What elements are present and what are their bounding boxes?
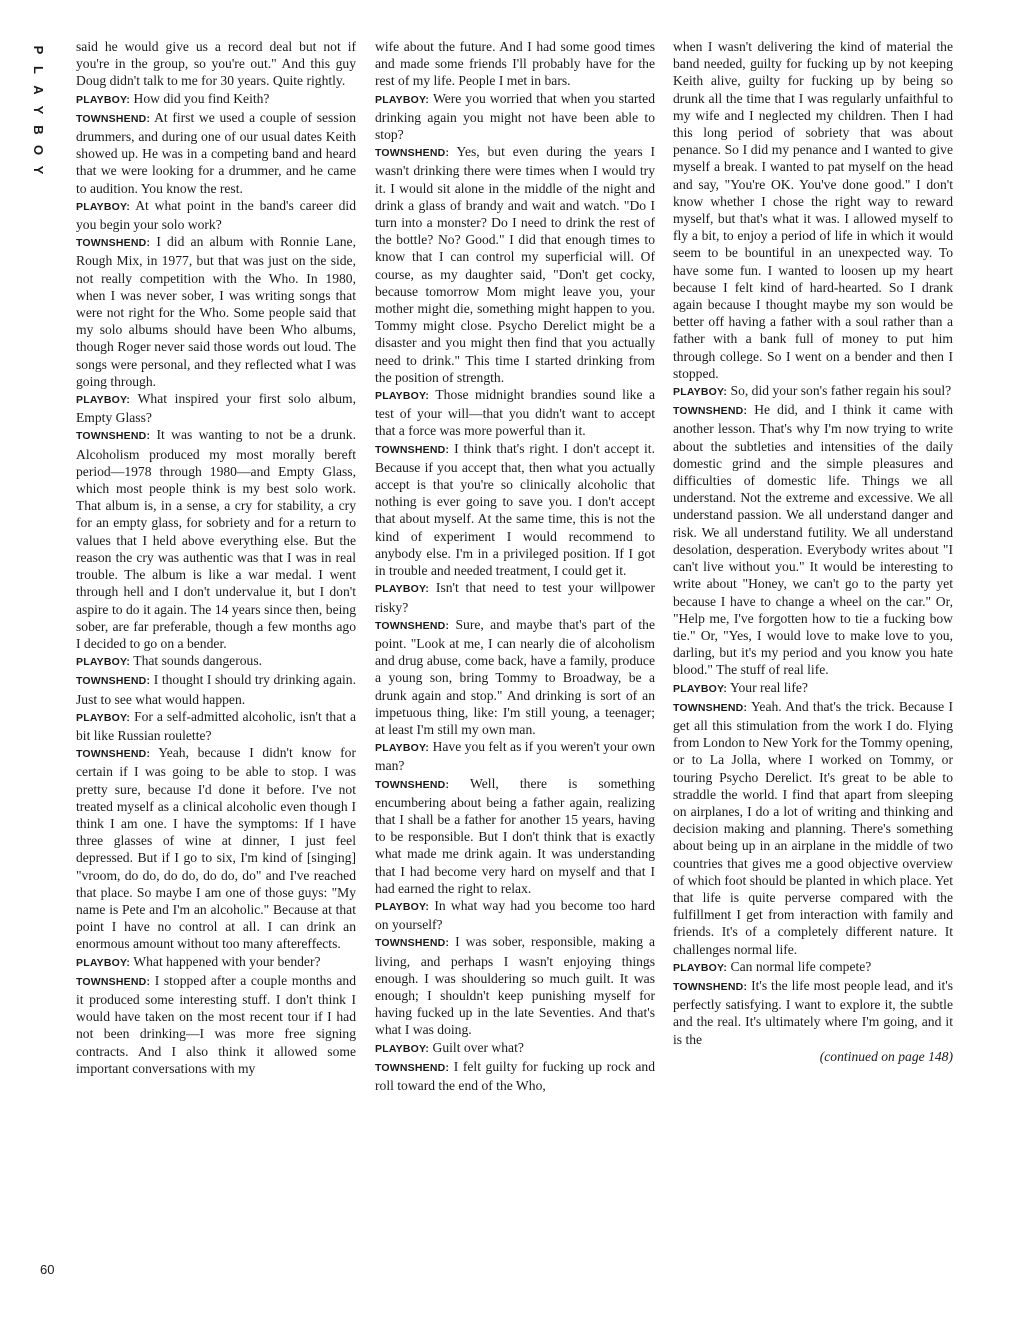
paragraph-text: I felt guilty for fucking up rock and roll toward the end of the Who, — [375, 1058, 655, 1093]
continued-note: (continued on page 148) — [819, 1048, 953, 1064]
speaker-label: PLAYBOY: — [375, 390, 430, 403]
interview-paragraph — [673, 38, 953, 382]
paragraph-text: It's the life most people lead, and it's perfectly satisfying. I want to explore it, the subtle and the real. It's ultimately where I'm going, and it is the — [673, 977, 953, 1047]
speaker-label: TOWNSHEND: — [76, 430, 151, 443]
interview-paragraph — [76, 652, 356, 671]
paragraph-text: wife about the future. And I had some good times and made some friends I'll probably have for the rest of my life. People I met in bars. — [375, 39, 655, 89]
paragraph-text: That sounds dangerous. — [133, 653, 263, 669]
interview-paragraph — [375, 579, 655, 615]
speaker-label: TOWNSHEND: — [375, 147, 450, 160]
speaker-label: TOWNSHEND: — [76, 237, 151, 250]
paragraph-text: Can normal life compete? — [730, 958, 872, 974]
speaker-label: PLAYBOY: — [375, 1042, 430, 1055]
paragraph-text: I thought I should try drinking again. Just to see what would happen. — [76, 672, 356, 707]
interview-paragraph — [76, 671, 356, 707]
speaker-label: TOWNSHEND: — [375, 443, 450, 456]
paragraph-text: Isn't that need to test your willpower risky? — [375, 580, 656, 615]
interview-paragraph — [673, 382, 953, 401]
speaker-label: PLAYBOY: — [673, 682, 728, 695]
paragraph-text: Sure, and maybe that's part of the point. "Look at me, I can nearly die of alcoholism and drug abuse, come back, have a family, produce a young son, bring Tommy to Broadway, be a drunk again and stop." And drinking is sort of an impetuous thing, like: I'm still young, a teenager; at least I'm still my own man. — [375, 616, 655, 737]
interview-paragraph — [76, 953, 356, 972]
speaker-label: PLAYBOY: — [76, 956, 131, 969]
paragraph-text: Your real life? — [730, 679, 808, 695]
interview-paragraph — [375, 1058, 655, 1094]
paragraph-text: when I wasn't delivering the kind of material the band needed, guilty for fucking up by not keeping Keith alive, guilty for fucking up by being so drunk all the time that I was regularly unfaithful to my wife and I neglected my children. Then I had this long period of sobriety that was about penance. So I did my penance and I wanted to give myself a break. I wanted to pat myself on the head and say, "You're OK. You've done good." I don't know whether I chose the right way to reward myself, but that's what it was. I allowed myself to fly a bit, to enjoy a period of life in which it would seem to be bountiful in an unexpected way. To have some fun. I wanted to loosen up my heart because I felt kind of hard-hearted. So I drank again because I thought maybe my son would be better off having a father with a soul rather than a father with a bank full of money to put him through college. So I went on a bender and then I stopped. — [673, 39, 953, 381]
speaker-label: TOWNSHEND: — [375, 619, 450, 632]
interview-paragraph — [76, 744, 356, 952]
speaker-label: TOWNSHEND: — [375, 937, 450, 950]
page-number: 60 — [40, 1262, 55, 1277]
speaker-label: TOWNSHEND: — [76, 112, 151, 125]
interview-paragraph — [673, 958, 953, 977]
speaker-label: TOWNSHEND: — [76, 975, 151, 988]
paragraph-text: What inspired your first solo album, Empty Glass? — [76, 391, 357, 426]
speaker-label: TOWNSHEND: — [673, 701, 748, 714]
paragraph-text: said he would give us a record deal but not if you're in the group, so you're out." And this guy Doug didn't talk to me for 30 years. Quite rightly. — [76, 39, 356, 89]
speaker-label: PLAYBOY: — [375, 900, 430, 913]
paragraph-text: I was sober, responsible, making a living, and perhaps I wasn't enjoying things enough. I was shouldering so much guilt. It was enough; I shouldn't keep punishing myself for having fucked up in the late Seventies. And that's what I was doing. — [375, 934, 655, 1038]
speaker-label: TOWNSHEND: — [76, 748, 151, 761]
paragraph-text: Those midnight brandies sound like a test of your will—that you didn't want to accept that a force was more powerful than it. — [375, 387, 655, 439]
paragraph-text: At what point in the band's career did you begin your solo work? — [76, 197, 356, 233]
masthead-letter: B — [31, 125, 46, 135]
speaker-label: PLAYBOY: — [76, 711, 131, 724]
interview-paragraph — [673, 977, 953, 1048]
text-column-1 — [76, 38, 356, 1077]
speaker-label: PLAYBOY: — [76, 93, 131, 106]
paragraph-text: What happened with your bender? — [133, 953, 321, 969]
paragraph-text: Yeah, because I didn't know for certain if I was going to be able to stop. I was pretty sure, because I'd done it before. I've not treated myself as a clinical alcoholic even though I think I am one. I have the symptoms: If I have three glasses of wine at dinner, I just feel depressed. But if I go to six, I'm kind of [singing] "vroom, do do, do do, do do, do" and I've reached that place. So maybe I am one of those guys: "My name is Pete and I'm an alcoholic." Because at that point I have no control at all. I can drink an enormous amount without too many aftereffects. — [76, 745, 356, 952]
speaker-label: PLAYBOY: — [673, 961, 728, 974]
interview-paragraph — [76, 90, 356, 109]
speaker-label: TOWNSHEND: — [76, 675, 151, 688]
paragraph-text: He did, and I think it came with another lesson. That's why I'm now trying to write about the subtleties and intensities of the daily domestic grind and the simple pleasures and difficulties of domestic life. Things we all understand. Not the extreme and excessive. We all understand passion. We all understand danger and risk. We all understand futility. We all understand desolation, desperation. Everybody writes about "I can't live without you." It would be interesting to write about "Honey, we can't go to the party yet because I have to change a wheel on the car." Or, "Help me, I've forgotten how to tie a fucking bow tie." Or, "Yes, I would love to make love to you, darling, but it's my period and you know you hate blood." The stuff of real life. — [673, 402, 953, 678]
speaker-label: PLAYBOY: — [76, 394, 131, 407]
paragraph-text: I did an album with Ronnie Lane, Rough Mix, in 1977, but that was just on the side, not really competition with the Who. In 1980, when I was never sober, I was writing songs that were not right for the Who. Some people said that my solo albums should have been Who albums, though Roger never said those words out loud. The songs were personal, and they reflected what I was going through. — [76, 234, 356, 389]
interview-paragraph — [375, 933, 655, 1038]
paragraph-text: How did you find Keith? — [133, 90, 270, 106]
interview-paragraph — [375, 143, 655, 386]
speaker-label: PLAYBOY: — [375, 742, 430, 755]
interview-paragraph — [76, 109, 356, 197]
interview-paragraph — [673, 698, 953, 958]
interview-paragraph — [375, 440, 655, 580]
speaker-label: TOWNSHEND: — [375, 778, 450, 791]
interview-paragraph — [375, 616, 655, 738]
interview-paragraph — [375, 90, 655, 144]
interview-paragraph — [76, 390, 356, 426]
paragraph-text: I stopped after a couple months and it produced some interesting stuff. I don't think I would have taken on the most recent tour if I had not been drinking—I was more free signing contracts. And I also think it allowed some important conversations with my — [76, 972, 356, 1076]
paragraph-text: In what way had you become too hard on yourself? — [375, 897, 655, 933]
paragraph-text: At first we used a couple of session drummers, and during one of our usual dates Keith showed up. He was in a competing band and heard that we were looking for a drummer, and he came to audition. You know the rest. — [76, 109, 356, 196]
masthead-letter: P — [31, 45, 46, 55]
speaker-label: TOWNSHEND: — [673, 980, 748, 993]
speaker-label: PLAYBOY: — [375, 93, 430, 106]
interview-paragraph — [673, 401, 953, 678]
interview-paragraph — [673, 679, 953, 698]
speaker-label: TOWNSHEND: — [673, 405, 748, 418]
text-column-3 — [673, 38, 953, 1065]
speaker-label: PLAYBOY: — [673, 386, 728, 399]
interview-paragraph — [375, 38, 655, 90]
paragraph-text: Well, there is something encumbering about being a father again, realizing that I shall be a father for another 15 years, having to be responsible. But I don't think that is exactly what made me drink again. It was understanding that I had become very hard on myself and that I had earned the right to relax. — [375, 775, 656, 896]
speaker-label: PLAYBOY: — [76, 656, 131, 669]
masthead-letter: L — [31, 66, 46, 74]
paragraph-text: Were you worried that when you started drinking again you might not have been able to stop? — [375, 90, 655, 143]
masthead-letter: Y — [31, 165, 46, 175]
masthead-letter: A — [31, 85, 46, 95]
interview-paragraph — [76, 38, 356, 90]
paragraph-text: Guilt over what? — [432, 1039, 524, 1055]
interview-paragraph — [375, 738, 655, 774]
speaker-label: PLAYBOY: — [375, 583, 430, 596]
paragraph-text: Yes, but even during the years I wasn't drinking there were times when I would try it. I would sit alone in the middle of the night and drink a glass of brandy and wait and watch. "Do I turn into a monster? Do I need to drink the rest of the bottle? No? Good." I did that enough times to know that I can control my superficial will. Of course, as my daughter said, "Don't get cocky, because tomorrow Mom might leave you, your mother might die, something might happen to you. Tommy might close. Psycho Derelict might be a disaster and you might then find that you actually need to drink." This time I started drinking from the position of strength. — [375, 144, 656, 385]
masthead-vertical — [28, 40, 48, 180]
paragraph-text: Yeah. And that's the trick. Because I get all this stimulation from the work I do. Flying from London to New York for the Tommy opening, or to La Jolla, where I worked on Tommy, or touring Psycho Derelict. It's great to be able to straddle the world. I find that apart from sleeping on airplanes, I do a lot of writing and thinking and decision making and planning. There's something about being up in an airplane in the middle of two countries that gives me a good objective overview of which foot should be planted in which place. Yet that life is quite perverse compared with the fulfillment I get from interaction with family and friends. It's of a completely different nature. It challenges normal life. — [673, 698, 954, 957]
masthead-letter: Y — [31, 105, 46, 115]
paragraph-text: Have you felt as if you weren't your own man? — [375, 739, 655, 774]
paragraph-text: I think that's right. I don't accept it. Because if you accept that, then what you actually accept is that you're so clinically alcoholic that nothing is ever going to save you. I don't accept that about myself. At the same time, this is not the kind of experiment I would recommend to anybody else. I'm in a privileged position. If I got in trouble and needed treatment, I could get it. — [375, 440, 655, 579]
interview-paragraph — [375, 775, 655, 897]
interview-paragraph — [375, 1039, 655, 1058]
interview-paragraph — [375, 897, 655, 933]
paragraph-text: So, did your son's father regain his soul? — [730, 383, 952, 399]
paragraph-text: For a self-admitted alcoholic, isn't that a bit like Russian roulette? — [76, 708, 356, 743]
speaker-label: PLAYBOY: — [76, 200, 131, 213]
text-column-2 — [375, 38, 655, 1094]
interview-paragraph — [76, 197, 356, 233]
interview-paragraph — [76, 708, 356, 744]
paragraph-text: It was wanting to not be a drunk. Alcoholism produced my most morally bereft period—1978 through 1980—and Empty Glass, which most people think is my best solo work. That album is, in a sense, a cry for stability, a cry for an empty glass, for sobriety and for a return to values that I held above everything else. But the reason the cry was authentic was that I was in real trouble. The album is like a war medal. I went through hell and I don't undervalue it, but I don't aspire to do it again. The 14 years since then, being sober, are far preferable, though a few months ago I decided to go on a bender. — [76, 427, 356, 651]
interview-paragraph — [76, 972, 356, 1077]
masthead-letter: O — [31, 144, 46, 156]
speaker-label: TOWNSHEND: — [375, 1061, 450, 1074]
interview-paragraph — [76, 426, 356, 652]
interview-paragraph — [375, 386, 655, 440]
interview-paragraph — [76, 233, 356, 390]
